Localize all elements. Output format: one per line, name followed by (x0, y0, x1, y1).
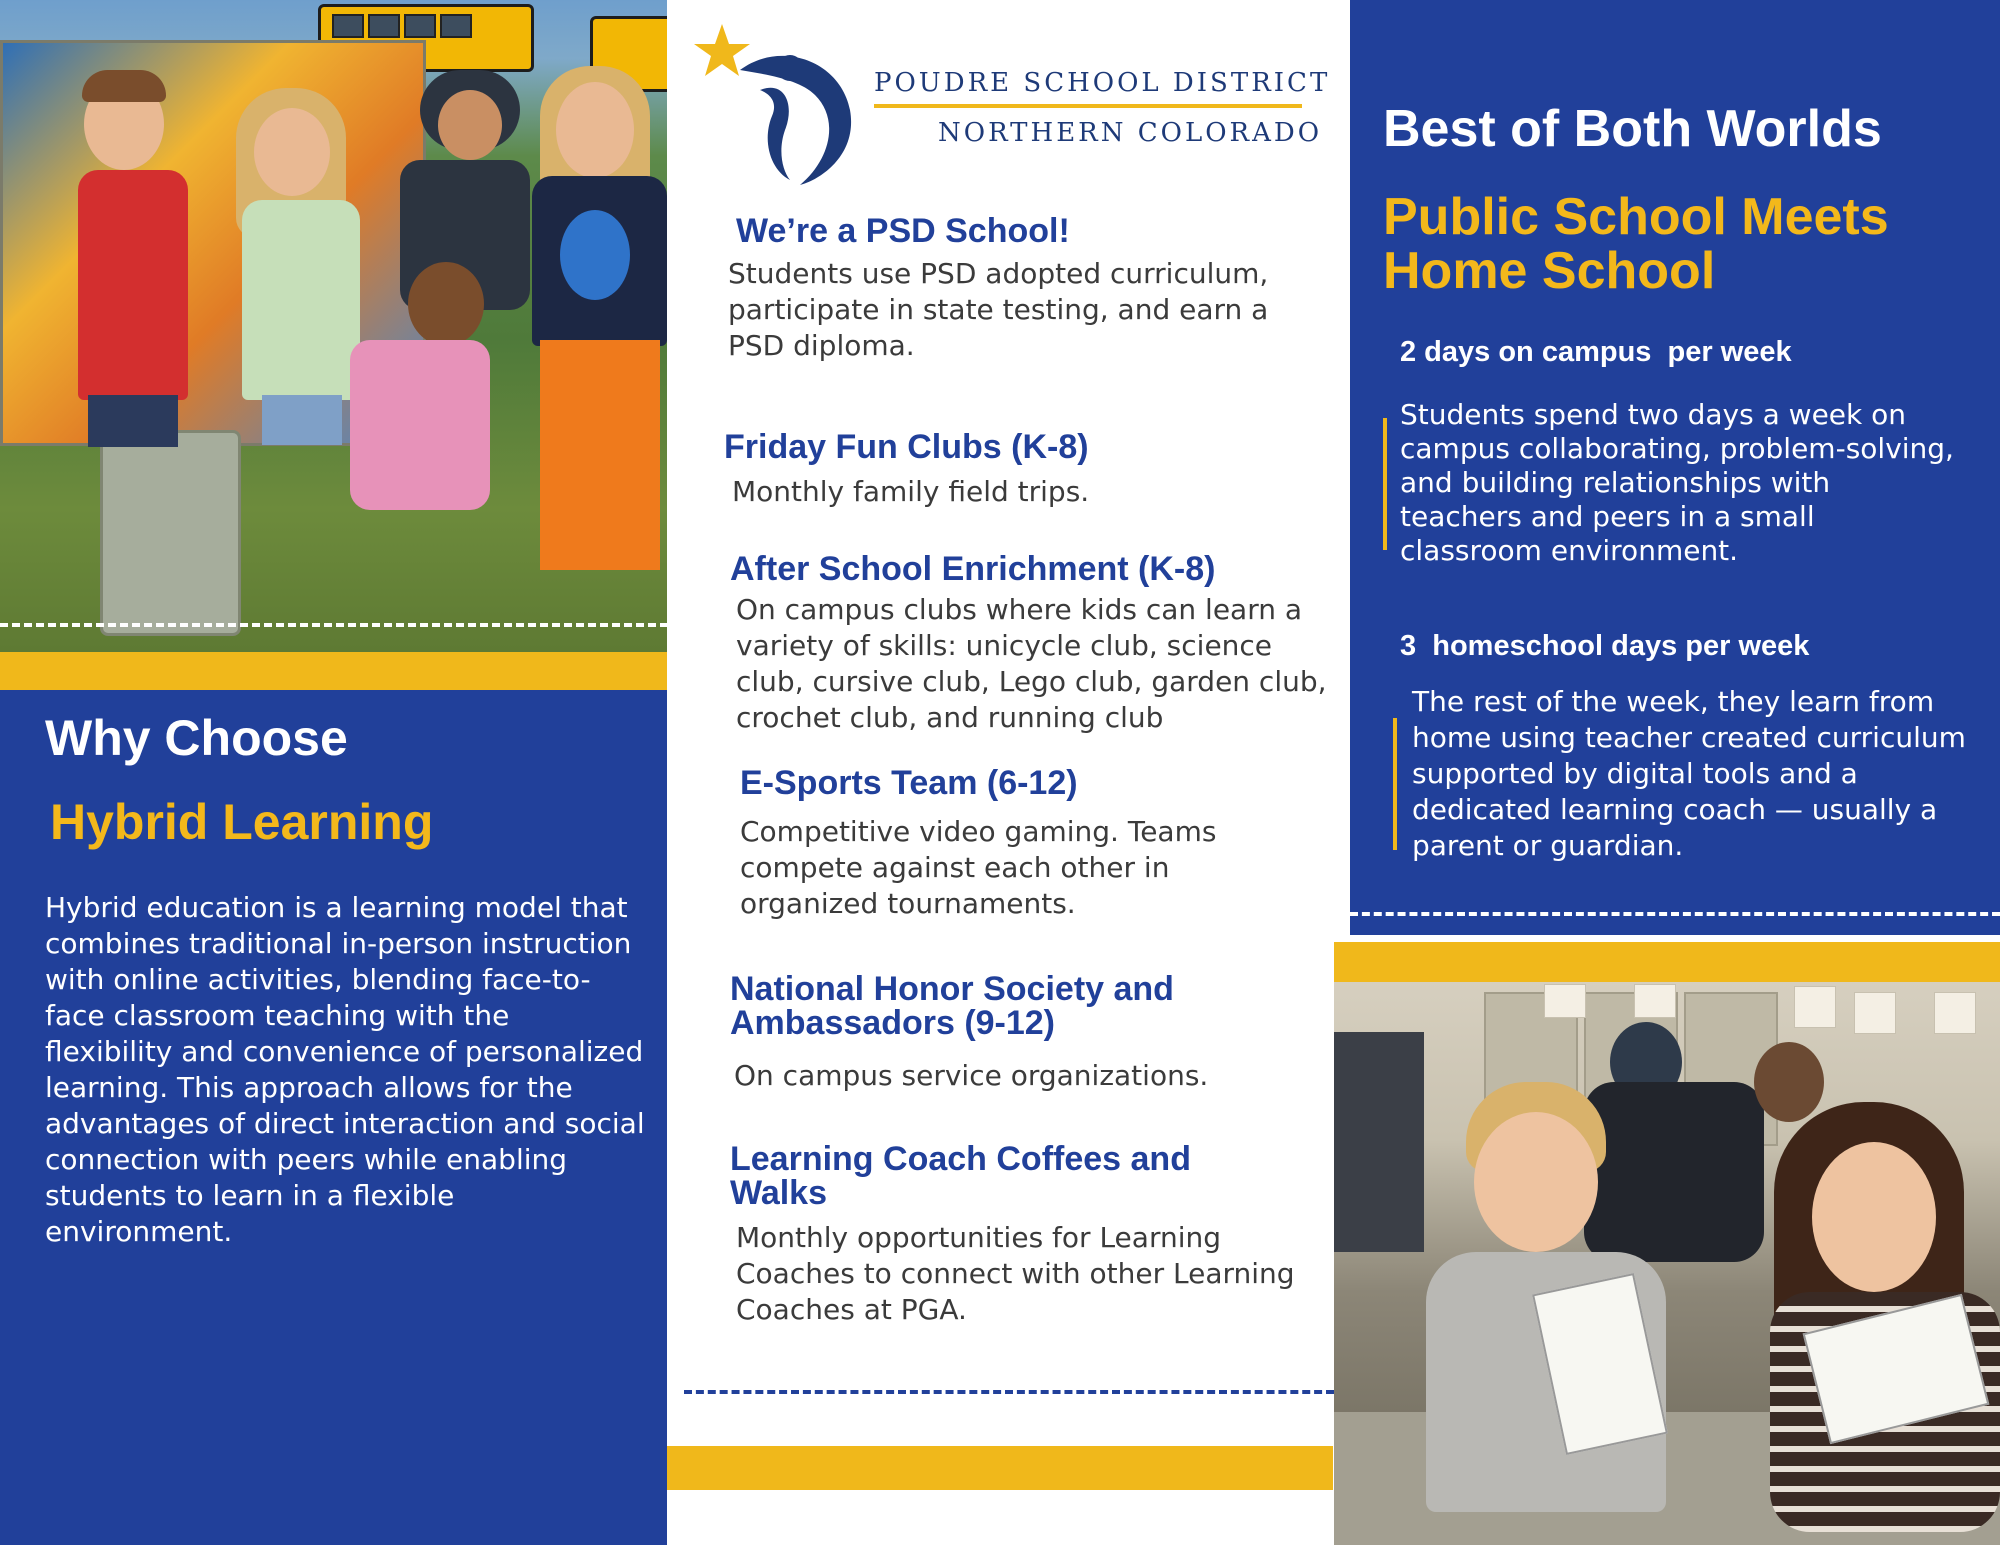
hybrid-learning-heading: Hybrid Learning (50, 794, 434, 850)
bus-window (440, 14, 472, 38)
public-meets-home-heading: Public School Meets Home School (1383, 188, 1889, 300)
kid-outfit (350, 340, 490, 510)
yellow-band (1334, 942, 2000, 982)
poster (1934, 992, 1976, 1034)
section-body: Monthly family field trips. (732, 475, 1090, 508)
poster (1544, 984, 1586, 1018)
best-of-both-worlds-heading: Best of Both Worlds (1383, 100, 1882, 158)
kid-shorts (88, 395, 178, 447)
logo-head-icon (777, 55, 803, 81)
kid-shirt (242, 200, 360, 400)
section-title: Learning Coach Coffees and Walks (730, 1140, 1191, 1212)
why-choose-heading: Why Choose (45, 710, 348, 766)
section-body: Students use PSD adopted curriculum, participate in state testing, and earn a PSD diploma. (728, 257, 1269, 362)
student-background (1334, 1032, 1424, 1252)
metal-box (100, 430, 241, 636)
yellow-band (667, 1446, 1333, 1490)
kid-pants (540, 340, 660, 570)
teen-face (1812, 1142, 1936, 1292)
campus-days-heading: 2 days on campus per week (1400, 336, 1792, 368)
psd-logo-icon (690, 20, 865, 190)
section-body: Competitive video gaming. Teams compete against each other in organized tournaments. (740, 815, 1217, 920)
yellow-band (0, 652, 667, 690)
logo-body-icon (760, 88, 790, 180)
section-title: E-Sports Team (6-12) (740, 764, 1078, 802)
student-hair (1754, 1042, 1824, 1122)
section-title: Friday Fun Clubs (K-8) (724, 428, 1089, 466)
logo-line-1: POUDRE SCHOOL DISTRICT (874, 68, 1331, 98)
section-title: National Honor Society and Ambassadors (9-12) (730, 970, 1174, 1042)
teens-classroom-photo (1334, 982, 2000, 1545)
homeschool-days-heading: 3 homeschool days per week (1400, 630, 1810, 662)
dashed-divider (1350, 912, 2000, 916)
kid-shirt (78, 170, 188, 400)
kid-face (556, 82, 634, 178)
kid-face (438, 90, 502, 160)
kid-face (254, 108, 330, 196)
teen-face (1474, 1112, 1598, 1252)
section-title: After School Enrichment (K-8) (730, 550, 1216, 588)
poster (1854, 992, 1896, 1034)
kid-hair (82, 70, 166, 102)
section-title: We’re a PSD School! (736, 212, 1070, 250)
student-hoodie (1584, 1082, 1764, 1262)
kid-shorts (262, 395, 342, 445)
accent-line (1393, 718, 1397, 850)
dashed-divider (0, 623, 680, 627)
poster (1634, 984, 1676, 1018)
logo-line-2: NORTHERN COLORADO (938, 118, 1323, 148)
homeschool-days-body: The rest of the week, they learn from home using teacher created curriculum supported by digital tools and a dedicated learning coach — usually a parent or guardian. (1412, 685, 1966, 862)
dashed-divider (684, 1390, 1334, 1394)
sonic-graphic (560, 210, 630, 300)
kids-photo (0, 0, 667, 652)
star-icon (694, 24, 750, 76)
section-body: On campus clubs where kids can learn a variety of skills: unicycle club, science club, cursive club, Lego club, garden club, crochet club, and running club (736, 593, 1327, 734)
bus-window (404, 14, 436, 38)
accent-line (1383, 418, 1387, 550)
poster (1794, 986, 1836, 1028)
section-body: On campus service organizations. (734, 1059, 1209, 1092)
bus-window (368, 14, 400, 38)
kid-hair (408, 262, 484, 346)
bus-window (332, 14, 364, 38)
campus-days-body: Students spend two days a week on campus collaborating, problem-solving, and building relationships with teachers and peers in a small classroom environment. (1400, 398, 1954, 567)
hybrid-description: Hybrid education is a learning model that combines traditional in-person instruction with online activities, blending face-to-face classroom teaching with the flexibility and convenience of personalized learning. This approach allows for the advantages of direct interaction and social connection with peers while enabling students to learn in a flexible environment. (45, 891, 645, 1248)
section-body: Monthly opportunities for Learning Coaches to connect with other Learning Coaches at PGA. (736, 1221, 1295, 1326)
logo-underline (874, 104, 1302, 108)
